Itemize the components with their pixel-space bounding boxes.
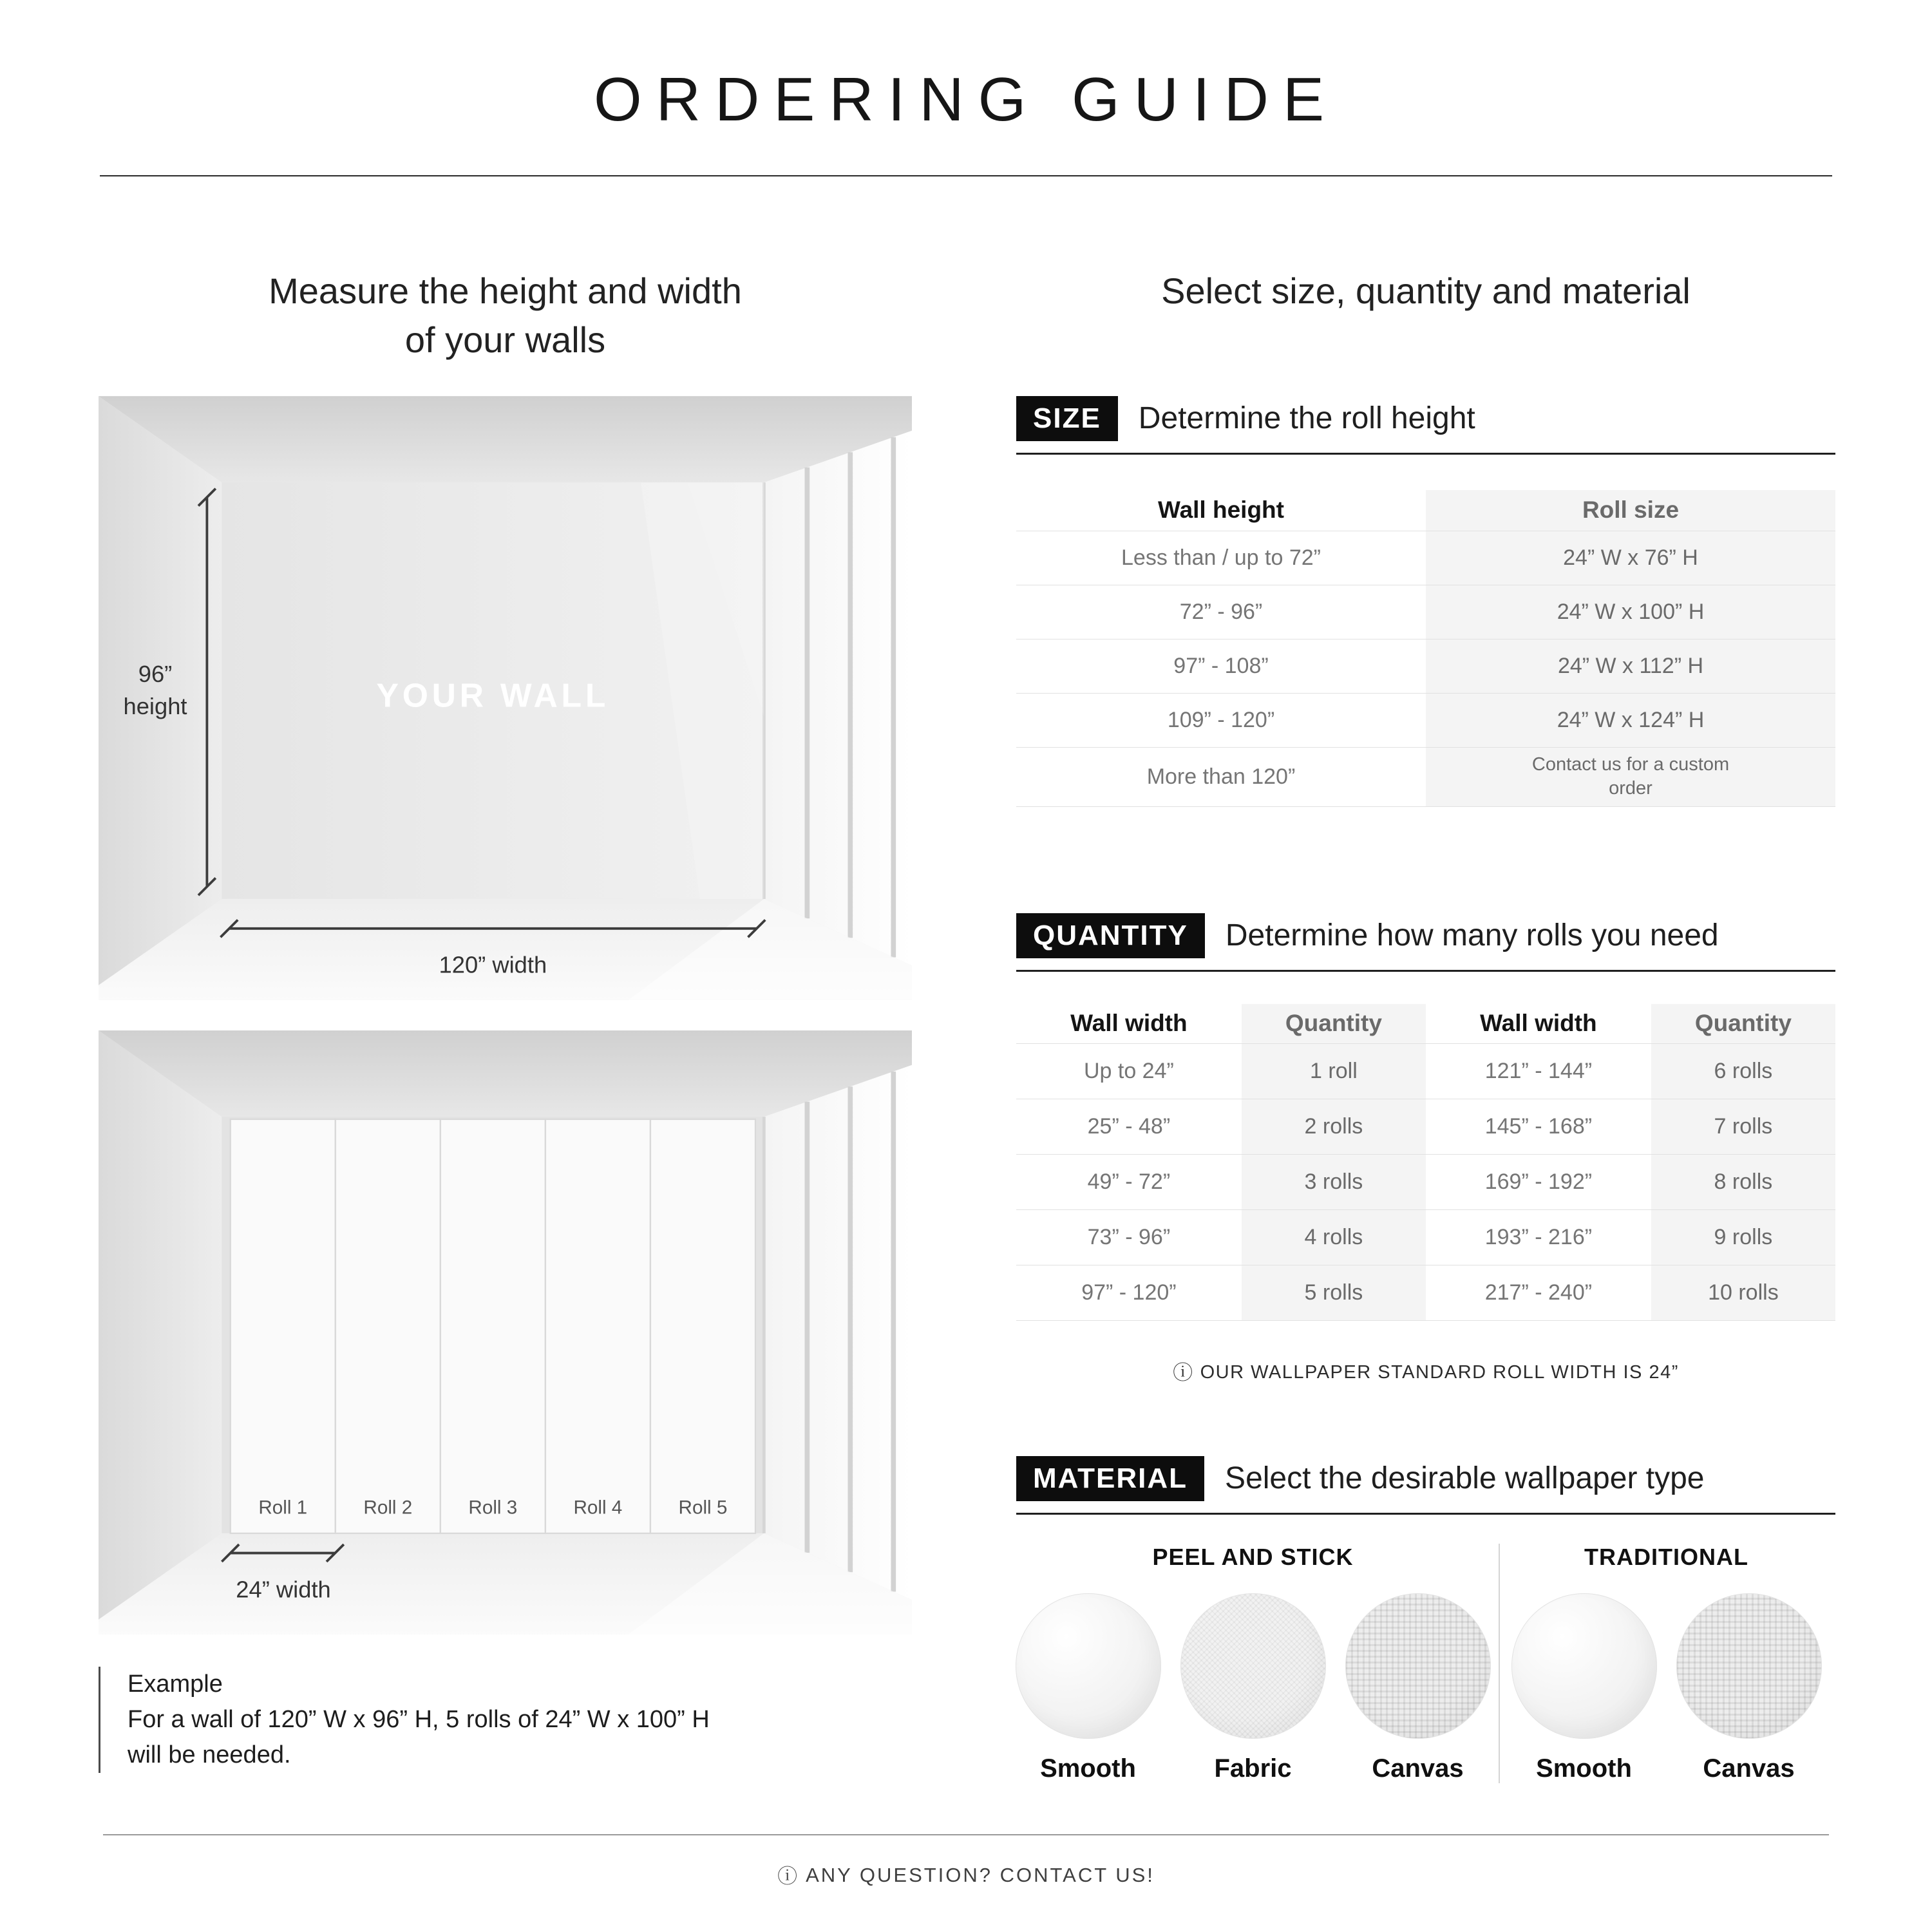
swatch-label: Canvas: [1703, 1754, 1795, 1783]
measure-column: [99, 267, 912, 1783]
main-columns: [0, 267, 1932, 1783]
size-col-header-roll: Roll size: [1426, 490, 1835, 531]
size-cell-wall: 97” - 108”: [1016, 639, 1426, 694]
material-section-head: [1016, 1456, 1835, 1515]
quantity-table: [1016, 1004, 1835, 1321]
swatch-item: [1016, 1593, 1161, 1783]
size-table: [1016, 490, 1835, 807]
qty-cell-wall: 217” - 240”: [1426, 1265, 1651, 1321]
qty-cell-qty: 3 rolls: [1242, 1155, 1426, 1210]
peel-and-stick-swatches: [1016, 1593, 1490, 1783]
footer-note: [0, 1860, 1932, 1889]
measure-heading-line2: of your walls: [404, 319, 606, 360]
traditional-swatches: [1509, 1593, 1824, 1783]
canvas-swatch: [1676, 1593, 1822, 1739]
roll-panel: [336, 1119, 440, 1533]
room-ceiling: [99, 1030, 912, 1117]
quantity-section: [1016, 913, 1835, 1385]
roll-panels: [231, 1119, 755, 1533]
material-badge: MATERIAL: [1016, 1456, 1204, 1501]
roll-panel: [650, 1119, 755, 1533]
measure-heading-line1: Measure the height and width: [269, 270, 742, 311]
room-left-wall: [99, 1030, 222, 1620]
roll-panel: [440, 1119, 545, 1533]
roll-label: Roll 3: [468, 1497, 518, 1519]
size-cell-roll: 24” W x 124” H: [1426, 694, 1835, 748]
roll-width-note-text: OUR WALLPAPER STANDARD ROLL WIDTH IS 24”: [1200, 1361, 1679, 1383]
footer-divider: [103, 1834, 1829, 1835]
room-left-wall: [99, 396, 222, 985]
size-subtitle: Determine the roll height: [1138, 401, 1475, 436]
size-badge: SIZE: [1016, 396, 1118, 441]
qty-cell-wall: 193” - 216”: [1426, 1210, 1651, 1265]
your-wall-label: YOUR WALL: [376, 676, 610, 714]
material-section: [1016, 1456, 1835, 1783]
qty-cell-qty: 8 rolls: [1651, 1155, 1835, 1210]
fabric-swatch: [1180, 1593, 1326, 1739]
qty-cell-qty: 6 rolls: [1651, 1044, 1835, 1099]
page-title: ORDERING GUIDE: [593, 65, 1339, 134]
swatch-item: [1180, 1593, 1326, 1783]
qty-cell-wall: 73” - 96”: [1016, 1210, 1242, 1265]
title-divider: [100, 175, 1832, 176]
swatch-label: Canvas: [1372, 1754, 1464, 1783]
peel-and-stick-title: PEEL AND STICK: [1152, 1543, 1354, 1570]
size-cell-wall: 72” - 96”: [1016, 585, 1426, 639]
qty-cell-qty: 4 rolls: [1242, 1210, 1426, 1265]
swatch-item: [1511, 1593, 1657, 1783]
qty-cell-wall: Up to 24”: [1016, 1044, 1242, 1099]
roll-width-note: [1016, 1356, 1835, 1385]
width-dimension-label: 120” width: [439, 951, 547, 978]
swatch-item: [1676, 1593, 1822, 1783]
quantity-section-head: [1016, 913, 1835, 972]
quantity-badge: QUANTITY: [1016, 913, 1205, 958]
measure-heading: [99, 267, 912, 364]
height-dimension-word: height: [123, 693, 187, 720]
info-icon: ⓘ: [777, 1865, 800, 1888]
select-column: [1016, 267, 1835, 1783]
qty-cell-wall: 145” - 168”: [1426, 1099, 1651, 1155]
roll-label: Roll 4: [573, 1497, 623, 1519]
size-cell-wall: Less than / up to 72”: [1016, 531, 1426, 585]
footer-note-text: ANY QUESTION? CONTACT US!: [806, 1864, 1155, 1886]
size-cell-roll: 24” W x 76” H: [1426, 531, 1835, 585]
swatch-item: [1345, 1593, 1491, 1783]
qty-cell-qty: 5 rolls: [1242, 1265, 1426, 1321]
qty-col-header-wall: Wall width: [1016, 1004, 1242, 1044]
qty-cell-qty: 7 rolls: [1651, 1099, 1835, 1155]
qty-cell-wall: 49” - 72”: [1016, 1155, 1242, 1210]
size-col-header-wall: Wall height: [1016, 490, 1426, 531]
canvas-swatch: [1345, 1593, 1491, 1739]
roll-label: Roll 1: [258, 1497, 308, 1519]
size-cell-wall: 109” - 120”: [1016, 694, 1426, 748]
custom-order-text: Contact us for a custom order: [1531, 753, 1730, 799]
window: [764, 1065, 912, 1600]
qty-cell-wall: 97” - 120”: [1016, 1265, 1242, 1321]
room-illustration-rolls: [99, 1030, 912, 1634]
material-groups: [1016, 1544, 1835, 1783]
height-dimension-value: 96”: [138, 661, 173, 688]
qty-cell-wall: 121” - 144”: [1426, 1044, 1651, 1099]
material-subtitle: Select the desirable wallpaper type: [1225, 1461, 1705, 1496]
size-cell-wall: More than 120”: [1016, 748, 1426, 807]
size-cell-roll: 24” W x 100” H: [1426, 585, 1835, 639]
size-section-head: [1016, 396, 1835, 455]
room-ceiling: [99, 396, 912, 482]
swatch-label: Smooth: [1536, 1754, 1632, 1783]
quantity-subtitle: Determine how many rolls you need: [1225, 918, 1719, 953]
example-line2: will be needed.: [128, 1741, 291, 1769]
example-line1: For a wall of 120” W x 96” H, 5 rolls of 24” W x 100” H: [128, 1706, 710, 1734]
swatch-label: Fabric: [1214, 1754, 1292, 1783]
traditional-title: TRADITIONAL: [1584, 1543, 1748, 1570]
example-note: [99, 1667, 912, 1773]
info-icon: ⓘ: [1173, 1361, 1194, 1384]
roll-panel: [545, 1119, 650, 1533]
roll-label: Roll 2: [363, 1497, 413, 1519]
size-cell-roll: 24” W x 112” H: [1426, 639, 1835, 694]
qty-col-header-qty: Quantity: [1242, 1004, 1426, 1044]
size-section: [1016, 396, 1835, 807]
room-illustration-your-wall: [99, 396, 912, 1000]
peel-and-stick-group: [1016, 1544, 1490, 1783]
roll-label: Roll 5: [678, 1497, 728, 1519]
qty-cell-qty: 1 roll: [1242, 1044, 1426, 1099]
traditional-group: [1499, 1544, 1824, 1783]
smooth-swatch: [1016, 1593, 1161, 1739]
example-title: Example: [128, 1671, 223, 1698]
qty-col-header-wall: Wall width: [1426, 1004, 1651, 1044]
smooth-swatch: [1511, 1593, 1657, 1739]
qty-col-header-qty: Quantity: [1651, 1004, 1835, 1044]
swatch-label: Smooth: [1040, 1754, 1136, 1783]
roll-panel: [231, 1119, 336, 1533]
roll-width-label: 24” width: [236, 1576, 331, 1603]
window: [764, 431, 912, 966]
qty-cell-qty: 9 rolls: [1651, 1210, 1835, 1265]
qty-cell-qty: 2 rolls: [1242, 1099, 1426, 1155]
size-cell-roll-custom: [1426, 748, 1835, 807]
qty-cell-wall: 25” - 48”: [1016, 1099, 1242, 1155]
qty-cell-qty: 10 rolls: [1651, 1265, 1835, 1321]
select-heading: Select size, quantity and material: [1161, 270, 1690, 311]
qty-cell-wall: 169” - 192”: [1426, 1155, 1651, 1210]
